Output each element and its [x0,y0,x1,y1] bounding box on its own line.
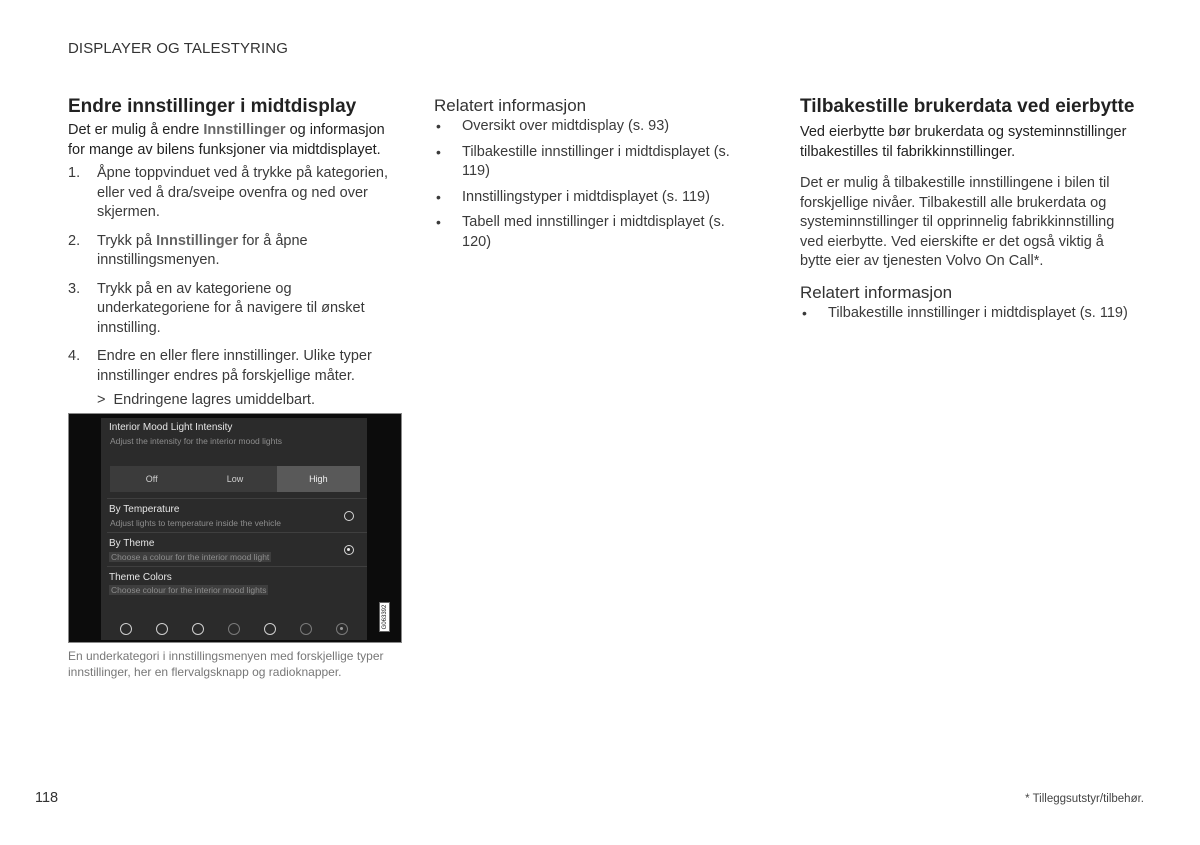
related-links [800,304,1135,324]
colors-title: Theme Colors [109,572,172,583]
related-links [434,117,734,252]
option-subtitle: Choose a colour for the interior mood light [111,552,270,562]
section-heading: Tilbakestille brukerdata ved eierbytte [800,96,1135,117]
section-heading: Endre innstillinger i midtdisplay [68,96,357,117]
footnote: * Tilleggsutstyr/tilbehør. [1025,793,1144,805]
bullet-icon: • [436,214,441,230]
radio-by-theme[interactable] [344,545,354,555]
result-text: Endringene lagres umiddelbart. [113,392,315,408]
color-swatch-4[interactable] [228,623,240,635]
settings-term: Innstillinger [156,232,239,249]
setting-title: Interior Mood Light Intensity [109,422,233,433]
link-text[interactable]: Tilbakestille innstillinger i midtdisplayet (s. 119) [828,304,1128,321]
reset-intro: Ved eierbytte bør brukerdata og systeminnstillinger tilbakestilles til fabrikkinnstillinger. [800,124,1127,160]
figure-caption: En underkategori i innstillingsmenyen med forskjellige typer innstillinger, her en flervalgsknapp og radioknapper. [68,649,384,679]
link-text[interactable]: Oversikt over midtdisplay (s. 93) [462,118,670,134]
page-number: 118 [35,790,59,806]
option-title: By Temperature [109,504,180,515]
intensity-segmented-control[interactable] [110,466,360,492]
bullet-icon: • [436,188,441,205]
step-result [68,391,403,411]
color-swatch-2[interactable] [156,623,168,635]
step-text: Åpne toppvinduet ved å trykke på kategorien, eller ved å dra/sveipe ovenfra og ned over skjermen. [97,165,388,220]
segment-off[interactable]: Off [145,474,158,484]
segment-low[interactable]: Low [226,474,244,484]
related-link[interactable] [434,213,734,252]
related-link[interactable] [434,188,734,208]
color-swatch-1[interactable] [120,623,132,635]
settings-panel [101,418,367,640]
column-main [68,96,403,411]
step-text: Trykk på [97,232,157,249]
page-header: DISPLAYER OG TALESTYRING [68,40,288,57]
intro-paragraph [68,121,403,160]
step-3 [68,280,403,339]
related-heading: Relatert informasjon [800,282,953,302]
figure-code [379,602,390,632]
option-subtitle: Adjust lights to temperature inside the vehicle [110,518,282,528]
color-swatch-3[interactable] [192,623,204,635]
divider [107,532,367,533]
related-link[interactable] [800,304,1135,324]
step-number: 1. [68,165,81,181]
segment-high[interactable]: High [277,466,360,492]
divider [107,566,367,567]
settings-screenshot [68,413,402,643]
figure-code-text: G063392 [382,604,388,630]
reset-body: Det er mulig å tilbakestille innstillingene i bilen til forskjellige nivåer. Tilbakestill alle brukerdata og systeminnstillinger til opprinnelig fabrikkinnstilling ved eierbytte. Ved eierskifte er det også viktig å bytte eier av tjenesten Volvo On Call*. [800,175,1115,269]
bullet-icon: • [802,304,807,321]
color-swatch-5[interactable] [264,623,276,635]
step-4 [68,347,403,386]
step-number: 3. [68,280,81,297]
related-heading: Relatert informasjon [434,96,587,115]
step-text: Trykk på en av kategoriene og underkategoriene for å navigere til ønsket innstilling. [97,280,365,336]
bullet-icon: • [436,143,441,160]
step-text: Endre en eller flere innstillinger. Ulike typer innstillinger endres på forskjellige måter. [97,348,372,384]
color-swatch-7[interactable] [336,623,348,635]
related-link[interactable] [434,143,734,182]
step-number: 4. [68,348,81,364]
step-2 [68,232,403,271]
step-number: 2. [68,232,81,249]
step-1 [68,164,403,223]
option-title: By Theme [109,538,155,549]
link-text[interactable]: Tabell med innstillinger i midtdisplayet (s. 120) [462,214,725,250]
colors-subtitle: Choose colour for the interior mood lights [111,585,267,595]
intro-text-cont: og informasjon for mange av bilens funksjoner via midtdisplayet. [68,122,385,158]
intro-text: Det er mulig å endre [68,122,204,138]
step-text-cont: for å åpne innstillingsmenyen. [97,232,308,268]
divider [107,498,367,499]
link-text[interactable]: Innstillingstyper i midtdisplayet (s. 119) [462,188,710,205]
column-reset [800,96,1135,329]
setting-subtitle: Adjust the intensity for the interior mood lights [110,436,282,446]
settings-term: Innstillinger [203,122,286,138]
link-text[interactable]: Tilbakestille innstillinger i midtdisplayet (s. 119) [462,143,730,179]
radio-by-temperature[interactable] [344,511,354,521]
bullet-icon: • [436,118,441,134]
result-marker: > [97,392,106,408]
related-link[interactable] [434,117,734,137]
steps-list [68,164,403,386]
color-swatch-6[interactable] [300,623,312,635]
column-related [434,96,734,258]
